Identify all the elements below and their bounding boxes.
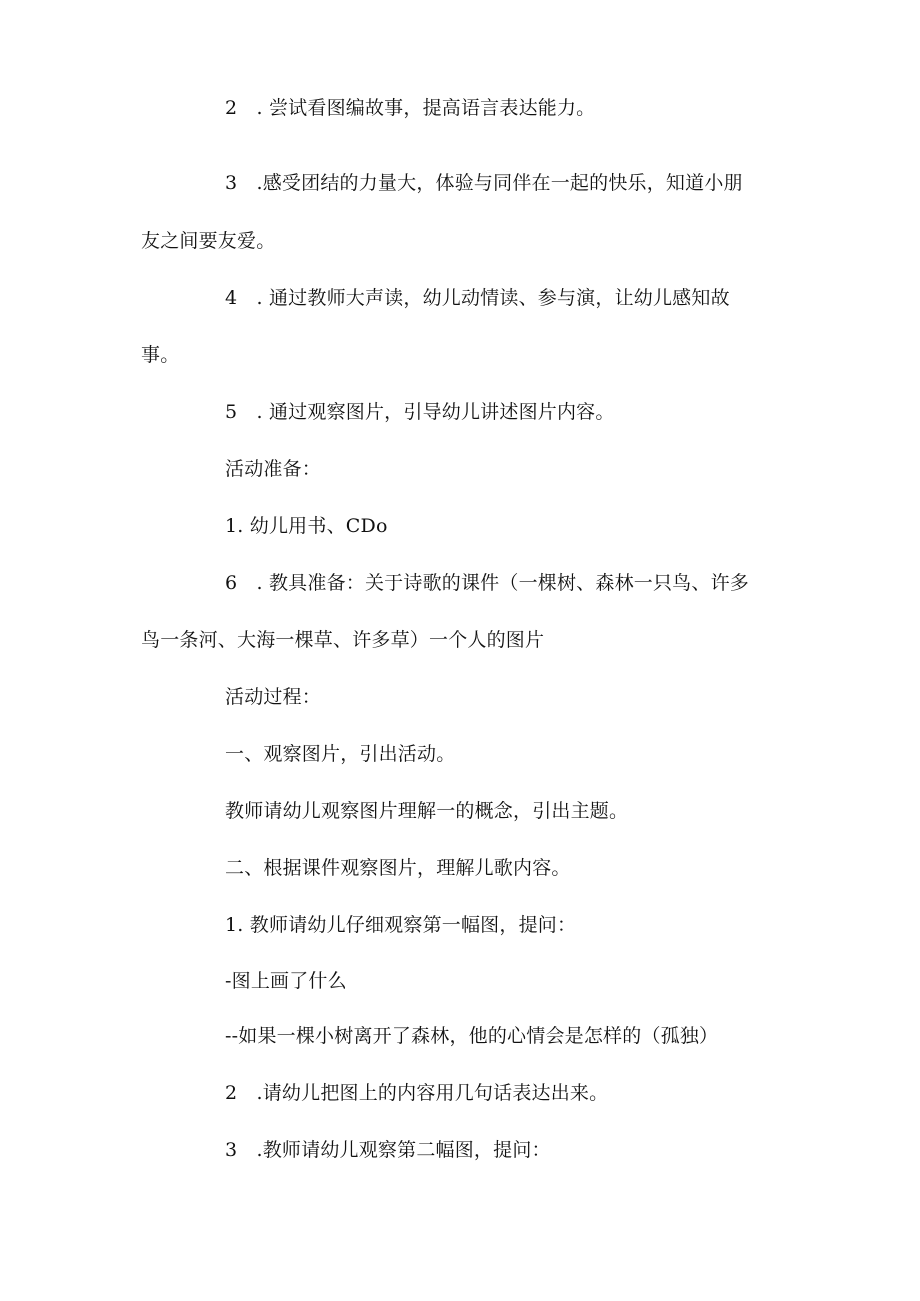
paragraph-step-2-item-3: 3 .教师请幼儿观察第二幅图，提问： — [225, 1139, 551, 1161]
paragraph-step-1-detail: 教师请幼儿观察图片理解一的概念，引出主题。 — [225, 800, 629, 822]
paragraph-prep-1: 1. 幼儿用书、CDo — [225, 515, 388, 537]
paragraph-step-2-item-1: 1. 教师请幼儿仔细观察第一幅图，提问： — [225, 914, 577, 936]
paragraph-question-1: -图上画了什么 — [225, 970, 347, 992]
heading-activity-prep: 活动准备： — [225, 458, 322, 480]
paragraph-prep-6-cont: 鸟一条河、大海一棵草、许多草）一个人的图片 — [141, 629, 545, 651]
paragraph-prep-6: 6 . 教具准备：关于诗歌的课件（一棵树、森林一只鸟、许多 — [225, 572, 749, 594]
paragraph-goal-5: 5 . 通过观察图片，引导幼儿讲述图片内容。 — [225, 401, 615, 423]
paragraph-goal-2: 2 . 尝试看图编故事，提高语言表达能力。 — [225, 97, 596, 119]
paragraph-question-2: --如果一棵小树离开了森林，他的心情会是怎样的（孤独） — [225, 1025, 719, 1047]
paragraph-goal-4-cont: 事。 — [141, 344, 180, 366]
paragraph-step-2-item-2: 2 .请幼儿把图上的内容用几句话表达出来。 — [225, 1082, 609, 1104]
paragraph-goal-4: 4 . 通过教师大声读，幼儿动情读、参与演，让幼儿感知故 — [225, 287, 730, 309]
paragraph-goal-3-cont: 友之间要友爱。 — [141, 230, 276, 252]
paragraph-goal-3: 3 .感受团结的力量大，体验与同伴在一起的快乐，知道小朋 — [225, 172, 743, 194]
paragraph-step-2: 二、根据课件观察图片，理解儿歌内容。 — [225, 857, 571, 879]
paragraph-step-1: 一、观察图片，引出活动。 — [225, 743, 456, 765]
heading-activity-process: 活动过程： — [225, 686, 322, 708]
